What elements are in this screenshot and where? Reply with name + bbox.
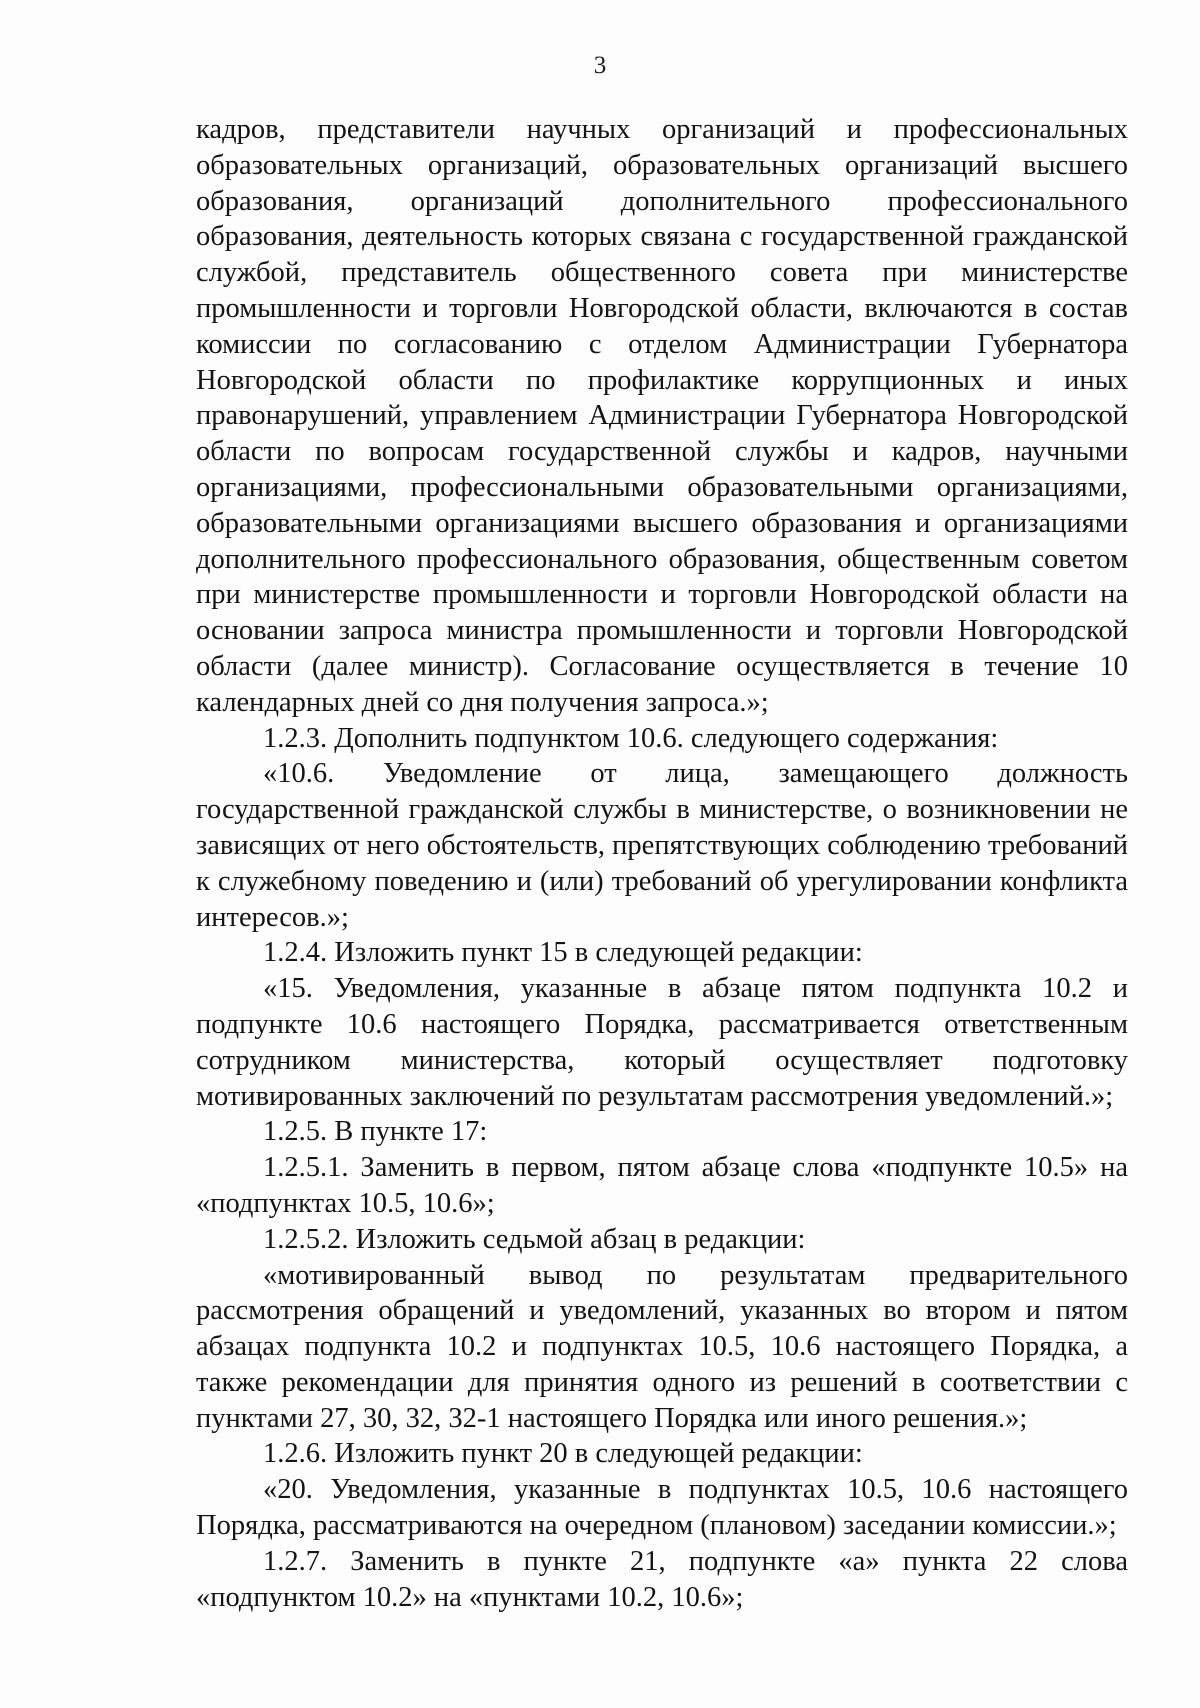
paragraph-continuation: кадров, представители научных организаций и профессиональных образовательных организаций, образовательных организаций высшего образования, организаций дополнительного профессионального образования, деятельность которых связана с государственной гражданской службой, представитель общественного совета при министерстве промышленности и торговли Новгородской области, включаются в состав комиссии по согласованию с отделом Администрации Губернатора Новгородской области по профилактике коррупционных и иных правонарушений, управлением Администрации Губернатора Новгородской области по вопросам государственной службы и кадров, научными организациями, профессиональными образовательными организациями, образовательными организациями высшего образования и организациями дополнительного профессионального образования, общественным советом при министерстве промышленности и торговли Новгородской области на основании запроса министра промышленности и торговли Новгородской области (далее министр). Согласование осуществляется в течение 10 календарных дней со дня получения запроса.»; <box>196 114 1128 718</box>
paragraph-20-text: «20. Уведомления, указанные в подпунктах 10.5, 10.6 настоящего Порядка, рассматриваются на очередном (плановом) заседании комиссии.»; <box>196 1474 1128 1542</box>
paragraph-1-2-7: 1.2.7. Заменить в пункте 21, подпункте «а» пункта 22 слова «подпунктом 10.2» на «пунктами 10.2, 10.6»; <box>196 1545 1128 1613</box>
paragraph-10-6-text: «10.6. Уведомление от лица, замещающего должность государственной гражданской службы в министерстве, о возникновении не зависящих от него обстоятельств, препятствующих соблюдению требований к служебному поведению и (или) требований об урегулировании конфликта интересов.»; <box>196 758 1128 933</box>
paragraph-1-2-5: 1.2.5. В пункте 17: <box>263 1116 488 1148</box>
paragraph-1-2-3: 1.2.3. Дополнить подпунктом 10.6. следующего содержания: <box>263 722 999 754</box>
paragraph-1-2-5-1: 1.2.5.1. Заменить в первом, пятом абзаце слова «подпункте 10.5» на «подпунктах 10.5, 10.6»; <box>196 1152 1128 1219</box>
paragraph-1-2-5-2: 1.2.5.2. Изложить седьмой абзац в редакции: <box>263 1223 806 1255</box>
page-number: 3 <box>593 52 607 79</box>
paragraph-1-2-6: 1.2.6. Изложить пункт 20 в следующей редакции: <box>263 1438 863 1470</box>
paragraph-15-text: «15. Уведомления, указанные в абзаце пятом подпункта 10.2 и подпункте 10.6 настоящего Порядка, рассматривается ответственным сотрудником министерства, который осуществляет подготовку мотивированных заключений по результатам рассмотрения уведомлений.»; <box>196 973 1128 1112</box>
paragraph-seventh-abzac-text: «мотивированный вывод по результатам предварительного рассмотрения обращений и уведомлений, указанных во втором и пятом абзацах подпункта 10.2 и подпунктах 10.5, 10.6 настоящего Порядка, а также рекомендации для принятия одного из решений в соответствии с пунктами 27, 30, 32, 32-1 настоящего Порядка или иного решения.»; <box>196 1259 1128 1434</box>
document-body <box>196 112 1128 1615</box>
paragraph-1-2-4: 1.2.4. Изложить пункт 15 в следующей редакции: <box>263 937 863 969</box>
